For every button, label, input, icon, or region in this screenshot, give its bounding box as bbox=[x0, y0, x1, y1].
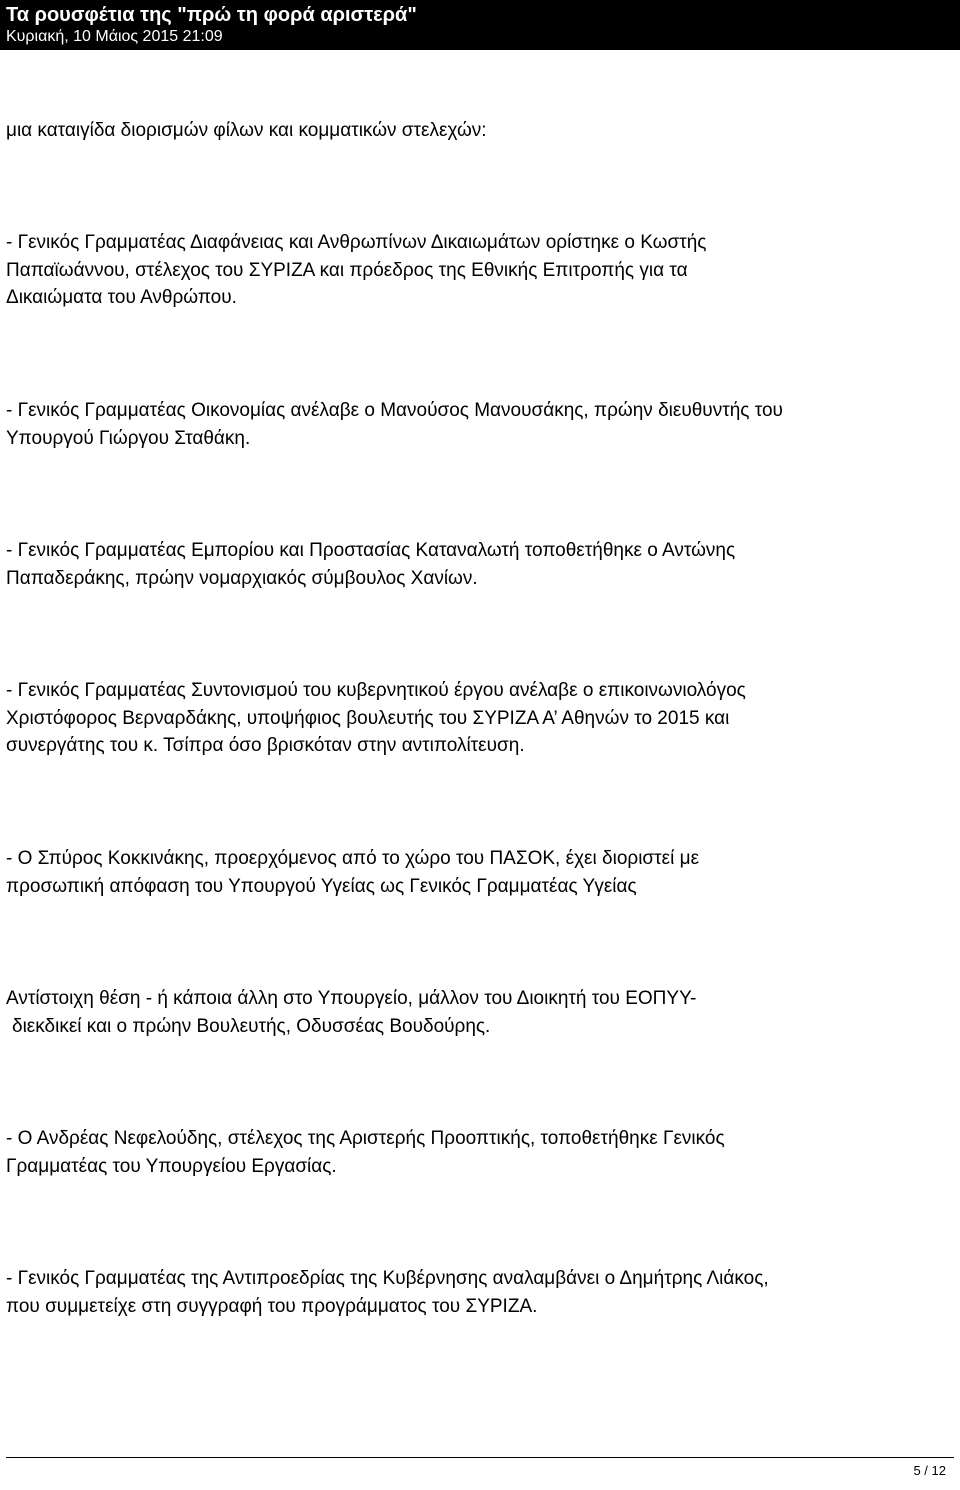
paragraph-line: Γραμματέας του Υπουργείου Εργασίας. bbox=[6, 1155, 337, 1177]
page-number: 5 / 12 bbox=[913, 1463, 946, 1478]
paragraph-commerce bbox=[6, 537, 946, 592]
paragraph-line: - Γενικός Γραμματέας της Αντιπροεδρίας της Κυβέρνησης αναλαμβάνει ο Δημήτρης Λιάκος, bbox=[6, 1268, 769, 1289]
paragraph-line: - Γενικός Γραμματέας Εμπορίου και Προστασίας Καταναλωτή τοποθετήθηκε ο Αντώνης bbox=[6, 540, 736, 561]
paragraph-line: Υπουργού Γιώργου Σταθάκη. bbox=[6, 427, 251, 449]
paragraph-health bbox=[6, 845, 946, 900]
paragraph-line: Δικαιώματα του Ανθρώπου. bbox=[6, 287, 237, 308]
paragraph-line: προσωπική απόφαση του Υπουργού Υγείας ως Γενικός Γραμματέας Υγείας bbox=[6, 875, 637, 897]
paragraph-coordination bbox=[6, 677, 946, 760]
paragraph-line: - Ο Σπύρος Κοκκινάκης, προερχόμενος από το χώρο του ΠΑΣΟΚ, έχει διοριστεί με bbox=[6, 848, 700, 869]
paragraph-line: που συμμετείχε στη συγγραφή του προγράμματος του ΣΥΡΙΖΑ. bbox=[6, 1295, 538, 1317]
paragraph-line: μια καταιγίδα διορισμών φίλων και κομματικών στελεχών: bbox=[6, 120, 487, 141]
paragraph-vice-presidency bbox=[6, 1265, 946, 1320]
paragraph-line: συνεργάτης του κ. Τσίπρα όσο βρισκόταν στην αντιπολίτευση. bbox=[6, 735, 525, 756]
paragraph-transparency bbox=[6, 229, 946, 312]
paragraph-line: Χριστόφορος Βερναρδάκης, υποψήφιος βουλευτής του ΣΥΡΙΖΑ Α’ Αθηνών το 2015 και bbox=[6, 707, 730, 729]
paragraph-line: - Ο Ανδρέας Νεφελούδης, στέλεχος της Αριστερής Προοπτικής, τοποθετήθηκε Γενικός bbox=[6, 1128, 725, 1149]
paragraph-eopyy bbox=[6, 985, 946, 1040]
paragraph-line: Παπαϊωάννου, στέλεχος του ΣΥΡΙΖΑ και πρόεδρος της Εθνικής Επιτροπής για τα bbox=[6, 259, 688, 281]
article-date: Κυριακή, 10 Μάιος 2015 21:09 bbox=[6, 28, 223, 45]
footer-divider bbox=[6, 1457, 954, 1458]
paragraph-line: Παπαδεράκης, πρώην νομαρχιακός σύμβουλος Χανίων. bbox=[6, 567, 478, 589]
article-title: Τα ρουσφέτια της "πρώ τη φορά αριστερά" bbox=[6, 4, 417, 26]
paragraph-line: - Γενικός Γραμματέας Συντονισμού του κυβερνητικού έργου ανέλαβε ο επικοινωνιολόγος bbox=[6, 680, 746, 701]
document-header bbox=[0, 0, 960, 50]
paragraph-line: - Γενικός Γραμματέας Διαφάνειας και Ανθρωπίνων Δικαιωμάτων ορίστηκε ο Κωστής bbox=[6, 232, 707, 253]
page-footer bbox=[0, 1457, 960, 1490]
paragraph-labour bbox=[6, 1125, 946, 1180]
paragraph-intro bbox=[6, 117, 946, 145]
paragraph-line: διεκδικεί και ο πρώην Βουλευτής, Οδυσσέας Βουδούρης. bbox=[12, 1015, 491, 1037]
paragraph-line: - Γενικός Γραμματέας Οικονομίας ανέλαβε ο Μανούσος Μανουσάκης, πρώην διευθυντής του bbox=[6, 400, 783, 421]
paragraph-economy bbox=[6, 397, 946, 452]
paragraph-line: Αντίστοιχη θέση - ή κάποια άλλη στο Υπουργείο, μάλλον του Διοικητή του ΕΟΠΥΥ- bbox=[6, 988, 697, 1009]
